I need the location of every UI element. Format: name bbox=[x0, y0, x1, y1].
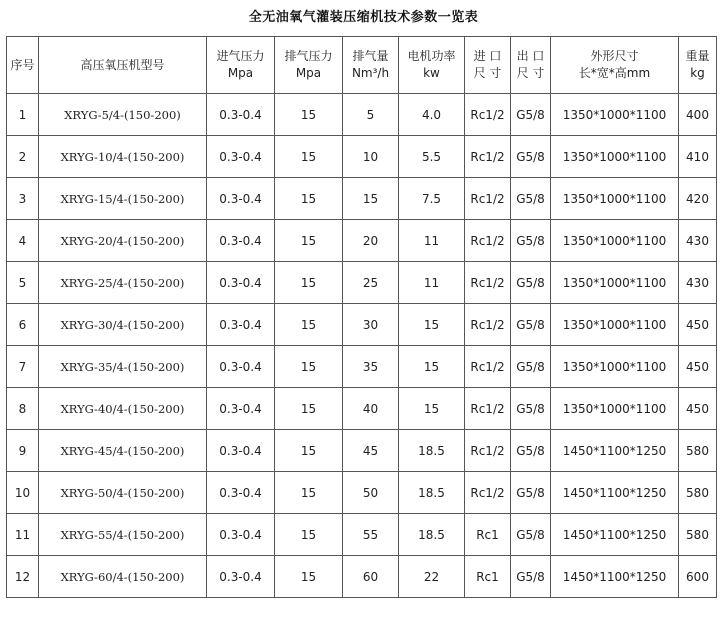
cell-seq: 7 bbox=[7, 346, 39, 388]
cell-model: XRYG-35/4-(150-200) bbox=[39, 346, 207, 388]
cell-inlet-size: Rc1/2 bbox=[465, 430, 511, 472]
table-row bbox=[7, 220, 717, 262]
cell-model: XRYG-25/4-(150-200) bbox=[39, 262, 207, 304]
cell-weight: 580 bbox=[679, 430, 717, 472]
cell-seq: 6 bbox=[7, 304, 39, 346]
cell-inlet-size: Rc1 bbox=[465, 556, 511, 598]
cell-outlet-size: G5/8 bbox=[511, 514, 551, 556]
cell-dimensions: 1350*1000*1100 bbox=[551, 136, 679, 178]
cell-power: 22 bbox=[399, 556, 465, 598]
cell-model: XRYG-5/4-(150-200) bbox=[39, 94, 207, 136]
cell-weight: 400 bbox=[679, 94, 717, 136]
cell-dimensions: 1350*1000*1100 bbox=[551, 304, 679, 346]
cell-inlet-size: Rc1/2 bbox=[465, 388, 511, 430]
cell-inlet-size: Rc1/2 bbox=[465, 178, 511, 220]
spec-table bbox=[6, 36, 717, 598]
cell-weight: 450 bbox=[679, 346, 717, 388]
cell-inlet-pressure: 0.3-0.4 bbox=[207, 220, 275, 262]
cell-outlet-pressure: 15 bbox=[275, 472, 343, 514]
cell-weight: 420 bbox=[679, 178, 717, 220]
cell-inlet-size: Rc1/2 bbox=[465, 94, 511, 136]
cell-flow: 35 bbox=[343, 346, 399, 388]
cell-model: XRYG-15/4-(150-200) bbox=[39, 178, 207, 220]
header-outlet-size: 出 口 尺 寸 bbox=[511, 37, 551, 94]
cell-inlet-pressure: 0.3-0.4 bbox=[207, 346, 275, 388]
header-flow: 排气量 Nm³/h bbox=[343, 37, 399, 94]
cell-power: 15 bbox=[399, 304, 465, 346]
cell-weight: 600 bbox=[679, 556, 717, 598]
cell-flow: 20 bbox=[343, 220, 399, 262]
cell-model: XRYG-10/4-(150-200) bbox=[39, 136, 207, 178]
cell-model: XRYG-60/4-(150-200) bbox=[39, 556, 207, 598]
cell-outlet-pressure: 15 bbox=[275, 220, 343, 262]
cell-outlet-size: G5/8 bbox=[511, 346, 551, 388]
cell-model: XRYG-50/4-(150-200) bbox=[39, 472, 207, 514]
cell-model: XRYG-45/4-(150-200) bbox=[39, 430, 207, 472]
cell-outlet-size: G5/8 bbox=[511, 556, 551, 598]
cell-inlet-pressure: 0.3-0.4 bbox=[207, 556, 275, 598]
cell-flow: 60 bbox=[343, 556, 399, 598]
cell-seq: 8 bbox=[7, 388, 39, 430]
cell-outlet-size: G5/8 bbox=[511, 304, 551, 346]
cell-seq: 2 bbox=[7, 136, 39, 178]
cell-weight: 410 bbox=[679, 136, 717, 178]
cell-flow: 10 bbox=[343, 136, 399, 178]
cell-inlet-size: Rc1 bbox=[465, 514, 511, 556]
cell-dimensions: 1450*1100*1250 bbox=[551, 514, 679, 556]
cell-flow: 40 bbox=[343, 388, 399, 430]
cell-inlet-size: Rc1/2 bbox=[465, 262, 511, 304]
cell-power: 18.5 bbox=[399, 430, 465, 472]
cell-inlet-pressure: 0.3-0.4 bbox=[207, 136, 275, 178]
table-row bbox=[7, 556, 717, 598]
cell-inlet-size: Rc1/2 bbox=[465, 136, 511, 178]
table-row bbox=[7, 514, 717, 556]
cell-weight: 430 bbox=[679, 262, 717, 304]
cell-outlet-pressure: 15 bbox=[275, 346, 343, 388]
cell-flow: 45 bbox=[343, 430, 399, 472]
cell-inlet-pressure: 0.3-0.4 bbox=[207, 178, 275, 220]
cell-dimensions: 1450*1100*1250 bbox=[551, 472, 679, 514]
table-row bbox=[7, 346, 717, 388]
cell-weight: 580 bbox=[679, 514, 717, 556]
cell-model: XRYG-55/4-(150-200) bbox=[39, 514, 207, 556]
header-seq: 序号 bbox=[7, 37, 39, 94]
cell-seq: 12 bbox=[7, 556, 39, 598]
table-row bbox=[7, 94, 717, 136]
cell-inlet-pressure: 0.3-0.4 bbox=[207, 94, 275, 136]
cell-outlet-pressure: 15 bbox=[275, 178, 343, 220]
cell-seq: 4 bbox=[7, 220, 39, 262]
header-dimensions: 外形尺寸 长*宽*高mm bbox=[551, 37, 679, 94]
cell-outlet-pressure: 15 bbox=[275, 136, 343, 178]
cell-model: XRYG-40/4-(150-200) bbox=[39, 388, 207, 430]
cell-flow: 25 bbox=[343, 262, 399, 304]
cell-dimensions: 1350*1000*1100 bbox=[551, 346, 679, 388]
cell-inlet-pressure: 0.3-0.4 bbox=[207, 514, 275, 556]
cell-power: 15 bbox=[399, 388, 465, 430]
header-outlet-pressure: 排气压力 Mpa bbox=[275, 37, 343, 94]
cell-outlet-size: G5/8 bbox=[511, 94, 551, 136]
cell-power: 5.5 bbox=[399, 136, 465, 178]
cell-power: 4.0 bbox=[399, 94, 465, 136]
cell-outlet-size: G5/8 bbox=[511, 388, 551, 430]
cell-outlet-size: G5/8 bbox=[511, 430, 551, 472]
cell-dimensions: 1350*1000*1100 bbox=[551, 262, 679, 304]
cell-outlet-pressure: 15 bbox=[275, 556, 343, 598]
cell-inlet-size: Rc1/2 bbox=[465, 304, 511, 346]
table-row bbox=[7, 262, 717, 304]
header-model: 高压氧压机型号 bbox=[39, 37, 207, 94]
cell-weight: 450 bbox=[679, 304, 717, 346]
cell-flow: 30 bbox=[343, 304, 399, 346]
cell-inlet-size: Rc1/2 bbox=[465, 346, 511, 388]
table-row bbox=[7, 430, 717, 472]
cell-power: 11 bbox=[399, 220, 465, 262]
cell-seq: 3 bbox=[7, 178, 39, 220]
cell-model: XRYG-30/4-(150-200) bbox=[39, 304, 207, 346]
cell-outlet-pressure: 15 bbox=[275, 304, 343, 346]
cell-inlet-pressure: 0.3-0.4 bbox=[207, 430, 275, 472]
cell-weight: 430 bbox=[679, 220, 717, 262]
cell-outlet-size: G5/8 bbox=[511, 220, 551, 262]
cell-inlet-pressure: 0.3-0.4 bbox=[207, 304, 275, 346]
table-header-row bbox=[7, 37, 717, 94]
cell-flow: 55 bbox=[343, 514, 399, 556]
cell-model: XRYG-20/4-(150-200) bbox=[39, 220, 207, 262]
cell-outlet-pressure: 15 bbox=[275, 388, 343, 430]
cell-inlet-size: Rc1/2 bbox=[465, 472, 511, 514]
cell-dimensions: 1450*1100*1250 bbox=[551, 556, 679, 598]
cell-weight: 580 bbox=[679, 472, 717, 514]
cell-inlet-size: Rc1/2 bbox=[465, 220, 511, 262]
header-weight: 重量 kg bbox=[679, 37, 717, 94]
cell-inlet-pressure: 0.3-0.4 bbox=[207, 472, 275, 514]
header-power: 电机功率 kw bbox=[399, 37, 465, 94]
cell-dimensions: 1350*1000*1100 bbox=[551, 94, 679, 136]
cell-flow: 5 bbox=[343, 94, 399, 136]
cell-outlet-pressure: 15 bbox=[275, 262, 343, 304]
cell-outlet-size: G5/8 bbox=[511, 136, 551, 178]
cell-flow: 15 bbox=[343, 178, 399, 220]
cell-seq: 9 bbox=[7, 430, 39, 472]
cell-flow: 50 bbox=[343, 472, 399, 514]
cell-dimensions: 1350*1000*1100 bbox=[551, 178, 679, 220]
cell-dimensions: 1350*1000*1100 bbox=[551, 220, 679, 262]
cell-outlet-size: G5/8 bbox=[511, 262, 551, 304]
cell-weight: 450 bbox=[679, 388, 717, 430]
cell-seq: 5 bbox=[7, 262, 39, 304]
cell-power: 15 bbox=[399, 346, 465, 388]
cell-outlet-size: G5/8 bbox=[511, 472, 551, 514]
header-inlet-pressure: 进气压力 Mpa bbox=[207, 37, 275, 94]
header-inlet-size: 进 口 尺 寸 bbox=[465, 37, 511, 94]
table-row bbox=[7, 472, 717, 514]
cell-dimensions: 1350*1000*1100 bbox=[551, 388, 679, 430]
table-row bbox=[7, 304, 717, 346]
cell-inlet-pressure: 0.3-0.4 bbox=[207, 262, 275, 304]
cell-power: 18.5 bbox=[399, 514, 465, 556]
page-title: 全无油氧气灌装压缩机技术参数一览表 bbox=[248, 10, 479, 25]
table-row bbox=[7, 388, 717, 430]
cell-power: 7.5 bbox=[399, 178, 465, 220]
cell-inlet-pressure: 0.3-0.4 bbox=[207, 388, 275, 430]
cell-outlet-pressure: 15 bbox=[275, 94, 343, 136]
cell-outlet-pressure: 15 bbox=[275, 514, 343, 556]
cell-dimensions: 1450*1100*1250 bbox=[551, 430, 679, 472]
cell-seq: 11 bbox=[7, 514, 39, 556]
table-row bbox=[7, 136, 717, 178]
cell-outlet-pressure: 15 bbox=[275, 430, 343, 472]
cell-power: 18.5 bbox=[399, 472, 465, 514]
table-row bbox=[7, 178, 717, 220]
cell-power: 11 bbox=[399, 262, 465, 304]
cell-outlet-size: G5/8 bbox=[511, 178, 551, 220]
cell-seq: 1 bbox=[7, 94, 39, 136]
cell-seq: 10 bbox=[7, 472, 39, 514]
